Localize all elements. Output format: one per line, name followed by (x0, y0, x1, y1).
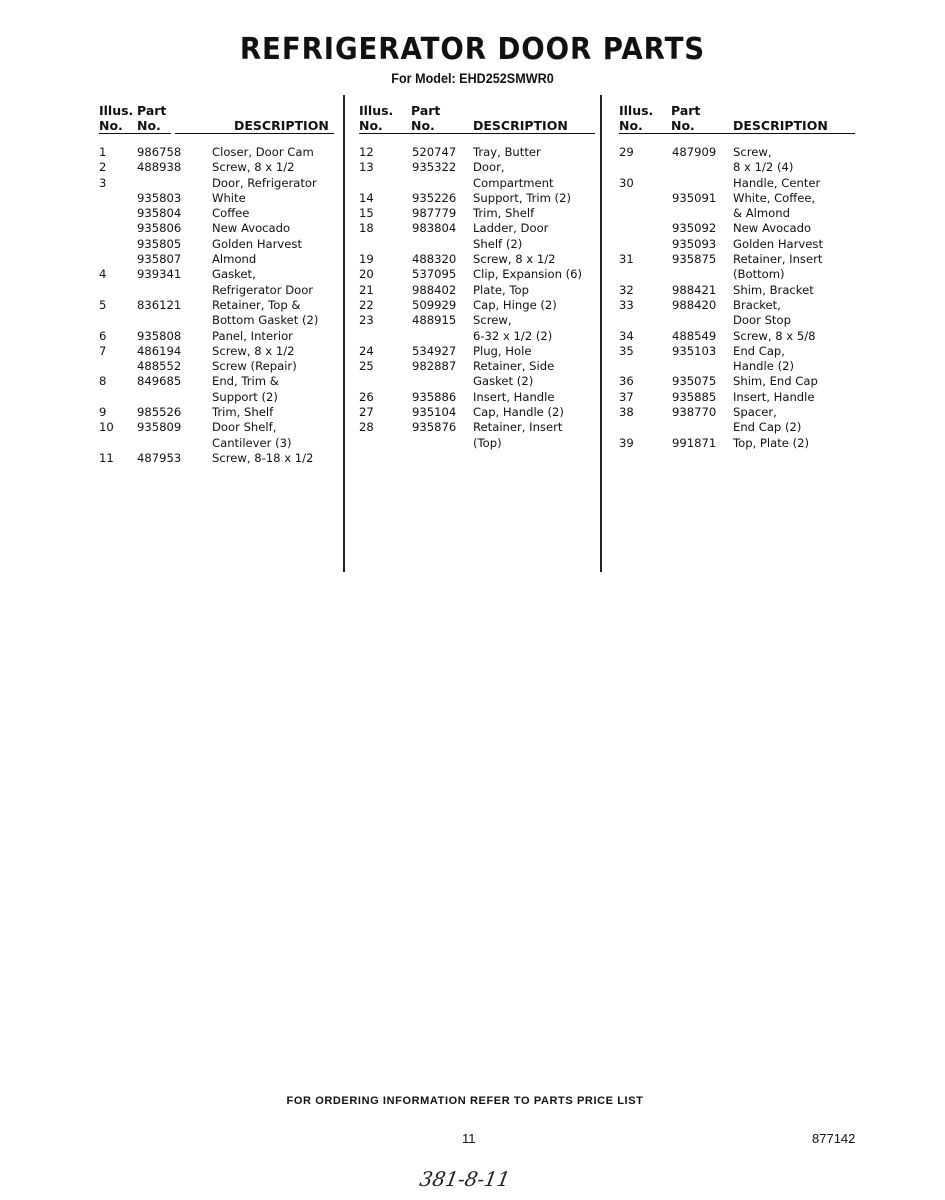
illus-number: 39 (619, 435, 634, 450)
description (473, 359, 554, 390)
part-number: 537095 (412, 267, 457, 282)
part-header: Part (411, 103, 441, 118)
part-row (359, 344, 582, 359)
description (212, 237, 302, 252)
part-row (99, 359, 318, 374)
description-line: Coffee (212, 206, 250, 221)
illus-header: Illus. (99, 103, 134, 118)
description-line: (Bottom) (733, 267, 785, 282)
part-number: 988421 (672, 282, 717, 297)
part-number: 935226 (412, 190, 457, 205)
part-row (99, 298, 318, 329)
description-line: Gasket, (212, 267, 256, 282)
description (733, 252, 822, 283)
description-line: 6-32 x 1/2 (2) (473, 328, 553, 343)
illus-number: 12 (359, 145, 374, 159)
illus-number: 7 (99, 343, 107, 358)
part-row (619, 329, 823, 344)
description (212, 176, 317, 191)
illus-number: 29 (619, 145, 634, 159)
illus-number: 23 (359, 313, 374, 328)
illus-number: 14 (359, 190, 374, 205)
description (733, 191, 815, 222)
illus-number: 33 (619, 297, 634, 312)
description-line: Golden Harvest (733, 236, 823, 251)
illus-number (99, 359, 137, 374)
description-line: New Avocado (733, 221, 812, 236)
description-line: Screw, 8 x 1/2 (473, 252, 556, 267)
part-row (99, 176, 318, 191)
part-number: 849685 (137, 374, 182, 389)
part-row (359, 191, 582, 206)
part-row (359, 298, 582, 313)
illus-number: 1 (99, 145, 107, 159)
description (473, 313, 552, 344)
description-line: Retainer, Insert (473, 420, 563, 435)
description-line: Bracket, (733, 297, 781, 312)
illus-number: 2 (99, 160, 107, 175)
part-row (359, 160, 582, 191)
illus-number (619, 237, 672, 252)
description (212, 359, 297, 374)
part-number: 935805 (137, 236, 182, 251)
illus-number: 27 (359, 405, 374, 420)
part-row (619, 145, 823, 176)
column-header (99, 100, 329, 136)
illus-number (619, 191, 672, 206)
illus-number: 37 (619, 389, 634, 404)
ordering-note: FOR ORDERING INFORMATION REFER TO PARTS PRICE LIST (286, 1095, 644, 1107)
description (212, 451, 313, 466)
part-number: 836121 (137, 297, 182, 312)
description-line: Door Shelf, (212, 420, 277, 435)
part-number: 938770 (672, 405, 717, 420)
column-header (359, 100, 582, 136)
description-line: Spacer, (733, 405, 777, 420)
description (473, 390, 555, 405)
description (473, 145, 541, 160)
description (733, 298, 791, 329)
part-row (619, 191, 823, 222)
part-row (359, 390, 582, 405)
illus-number: 9 (99, 405, 107, 420)
part-row (619, 344, 823, 375)
part-row (99, 237, 318, 252)
part-number: 935103 (672, 343, 717, 358)
parts-column-2 (359, 100, 582, 451)
part-row (99, 405, 318, 420)
illus-number (619, 221, 672, 236)
description (733, 237, 823, 252)
part-number: 935885 (672, 389, 717, 404)
part-row (99, 191, 318, 206)
description-line: Screw, 8 x 5/8 (733, 328, 816, 343)
part-row (99, 252, 318, 267)
part-number (672, 176, 733, 191)
description-line: Retainer, Top & (212, 297, 301, 312)
illus-number (99, 191, 137, 206)
part-number: 488915 (412, 313, 457, 328)
part-row (99, 374, 318, 405)
description-line: Top, Plate (2) (733, 435, 810, 450)
description (733, 436, 809, 451)
illus-number: 22 (359, 297, 374, 312)
illus-number (99, 237, 137, 252)
part-row (359, 221, 582, 252)
illus-no-header: No. (359, 118, 383, 133)
description (212, 420, 292, 451)
part-number: 935322 (412, 160, 457, 175)
description (733, 405, 801, 436)
description-line: Tray, Butter (473, 145, 541, 159)
illus-number: 20 (359, 267, 374, 282)
description-line: Gasket (2) (473, 374, 534, 389)
description-line: Trim, Shelf (212, 405, 274, 420)
part-row (99, 206, 318, 221)
part-number: 987779 (412, 206, 457, 221)
description-line: Almond (212, 252, 257, 267)
description-line: Shim, Bracket (733, 282, 814, 297)
illus-no-header: No. (99, 118, 123, 133)
description (212, 344, 295, 359)
illus-number: 34 (619, 328, 634, 343)
illus-number (99, 221, 137, 236)
illus-number: 32 (619, 282, 634, 297)
description-line: Cantilever (3) (212, 435, 292, 450)
part-row (99, 329, 318, 344)
illus-number: 35 (619, 343, 634, 358)
description (212, 160, 295, 175)
description-line: Screw, (733, 145, 772, 159)
part-number: 983804 (412, 221, 457, 236)
description (733, 283, 814, 298)
column-header (619, 100, 828, 136)
part-number: 935075 (672, 374, 717, 389)
description (473, 283, 529, 298)
part-number: 488552 (137, 359, 182, 374)
part-row (359, 405, 582, 420)
header-rule (99, 133, 171, 134)
part-row (619, 374, 823, 389)
description-line: Handle, Center (733, 175, 821, 190)
description-line: Cap, Hinge (2) (473, 297, 557, 312)
part-header: Part (137, 103, 167, 118)
illus-number: 26 (359, 389, 374, 404)
description (212, 329, 293, 344)
description-line: Screw, 8 x 1/2 (212, 343, 295, 358)
part-number: 935093 (672, 236, 717, 251)
description (733, 390, 815, 405)
part-row (359, 252, 582, 267)
description (473, 206, 534, 221)
part-number: 935803 (137, 190, 182, 205)
part-number: 488549 (672, 328, 717, 343)
description (473, 420, 562, 451)
part-number: 487953 (137, 450, 182, 465)
description-line: Cap, Handle (2) (473, 405, 564, 420)
description-line: Closer, Door Cam (212, 145, 314, 159)
description-line: Compartment (473, 175, 554, 190)
description-line: Insert, Handle (473, 389, 555, 404)
illus-number: 38 (619, 405, 634, 420)
header-rule (359, 133, 595, 134)
description-line: Screw (Repair) (212, 359, 297, 374)
description-line: Screw, (473, 313, 512, 328)
description-line: Trim, Shelf (473, 206, 535, 221)
model-subtitle: For Model: EHD252SMWR0 (391, 70, 554, 86)
document-number: 877142 (812, 1131, 856, 1146)
description-line: Door Stop (733, 313, 791, 328)
parts-column-3 (619, 100, 828, 451)
description (733, 145, 793, 176)
description (473, 267, 582, 282)
description-line: Plate, Top (473, 282, 529, 297)
illus-header: Illus. (619, 103, 654, 118)
description (733, 374, 818, 389)
description (733, 221, 811, 236)
illus-number: 11 (99, 450, 114, 465)
description (212, 405, 273, 420)
header-rule (175, 133, 334, 134)
description-line: (Top) (473, 435, 502, 450)
description-line: End, Trim & (212, 374, 279, 389)
illus-number: 4 (99, 267, 107, 282)
illus-number: 19 (359, 252, 374, 267)
description (473, 344, 531, 359)
description (733, 176, 820, 191)
description (212, 252, 256, 267)
part-number: 534927 (412, 343, 457, 358)
header-rule (619, 133, 751, 134)
description-line: Support (2) (212, 389, 278, 404)
part-number: 935808 (137, 328, 182, 343)
description-line: Retainer, Side (473, 359, 555, 374)
description-line: Refrigerator Door (212, 282, 314, 297)
illus-number: 24 (359, 343, 374, 358)
description (733, 329, 816, 344)
description-line: Golden Harvest (212, 236, 302, 251)
illus-number (99, 252, 137, 267)
description-line: White, Coffee, (733, 190, 816, 205)
part-row (359, 359, 582, 390)
description (473, 221, 548, 252)
part-no-header: No. (411, 118, 435, 133)
part-number: 982887 (412, 359, 457, 374)
description (212, 298, 318, 329)
illus-no-header: No. (619, 118, 643, 133)
part-row (619, 252, 823, 283)
description (212, 206, 249, 221)
description (473, 252, 556, 267)
description (212, 374, 279, 405)
illus-number: 21 (359, 282, 374, 297)
part-row (619, 436, 823, 451)
description-line: 8 x 1/2 (4) (733, 160, 794, 175)
part-number: 487909 (672, 145, 717, 159)
illus-number: 13 (359, 160, 374, 175)
part-number (137, 176, 212, 191)
part-number: 935876 (412, 420, 457, 435)
header-rule (733, 133, 855, 134)
description-line: New Avocado (212, 221, 291, 236)
part-row (619, 221, 823, 236)
illus-number: 36 (619, 374, 634, 389)
part-row (359, 145, 582, 160)
description (473, 405, 564, 420)
description-line: Support, Trim (2) (473, 190, 571, 205)
part-row (619, 283, 823, 298)
illus-number: 31 (619, 252, 634, 267)
part-row (99, 221, 318, 236)
part-number: 988420 (672, 297, 717, 312)
description-line: Screw, 8 x 1/2 (212, 160, 295, 175)
part-row (99, 420, 318, 451)
part-number: 935092 (672, 221, 717, 236)
column-divider (600, 95, 602, 572)
part-header: Part (671, 103, 701, 118)
part-row (359, 420, 582, 451)
part-number: 486194 (137, 343, 182, 358)
description-line: Panel, Interior (212, 328, 293, 343)
description-line: Screw, 8-18 x 1/2 (212, 450, 314, 465)
illus-number: 6 (99, 328, 107, 343)
page-number: 11 (462, 1131, 476, 1146)
part-row (619, 298, 823, 329)
handwritten-note: 381-8-11 (417, 1167, 512, 1191)
description-line: Insert, Handle (733, 389, 815, 404)
description-line: Clip, Expansion (6) (473, 267, 583, 282)
description (212, 145, 314, 160)
illus-number: 10 (99, 420, 114, 435)
part-row (99, 160, 318, 175)
description-line: Shim, End Cap (733, 374, 818, 389)
part-number: 986758 (137, 145, 182, 159)
part-row (99, 267, 318, 298)
part-number: 935875 (672, 252, 717, 267)
part-number: 935806 (137, 221, 182, 236)
part-row (619, 390, 823, 405)
description (212, 221, 290, 236)
illus-number: 5 (99, 297, 107, 312)
description-header: DESCRIPTION (733, 118, 828, 133)
part-row (359, 267, 582, 282)
description-line: End Cap (2) (733, 420, 802, 435)
description (733, 344, 794, 375)
part-no-header: No. (671, 118, 695, 133)
description-line: Handle (2) (733, 359, 794, 374)
description-line: Bottom Gasket (2) (212, 313, 319, 328)
part-number: 488320 (412, 252, 457, 267)
description-line: Plug, Hole (473, 343, 532, 358)
illus-number: 30 (619, 175, 634, 190)
part-no-header: No. (137, 118, 161, 133)
description-line: End Cap, (733, 343, 785, 358)
part-number: 520747 (412, 145, 457, 159)
parts-column-1 (99, 100, 329, 466)
part-number: 935886 (412, 389, 457, 404)
description-header: DESCRIPTION (473, 118, 568, 133)
part-row (99, 451, 318, 466)
part-number: 991871 (672, 435, 717, 450)
illus-number: 28 (359, 420, 374, 435)
description (473, 298, 557, 313)
part-row (619, 237, 823, 252)
description-line: Retainer, Insert (733, 252, 823, 267)
illus-number: 18 (359, 221, 374, 236)
page-title: REFRIGERATOR DOOR PARTS (239, 32, 706, 67)
illus-number: 3 (99, 175, 107, 190)
illus-number: 25 (359, 359, 374, 374)
part-number: 939341 (137, 267, 182, 282)
description-line: Ladder, Door (473, 221, 549, 236)
description (212, 267, 313, 298)
part-number: 985526 (137, 405, 182, 420)
description-line: Shelf (2) (473, 236, 523, 251)
part-row (619, 405, 823, 436)
illus-header: Illus. (359, 103, 394, 118)
part-number: 988402 (412, 282, 457, 297)
part-number: 935809 (137, 420, 182, 435)
part-row (359, 313, 582, 344)
illus-number: 15 (359, 206, 374, 221)
description-line: Door, Refrigerator (212, 175, 317, 190)
description (212, 191, 246, 206)
description-header: DESCRIPTION (234, 118, 329, 133)
part-number: 935091 (672, 190, 717, 205)
part-number: 935104 (412, 405, 457, 420)
description-line: Door, (473, 160, 505, 175)
description-line: White (212, 190, 246, 205)
illus-number: 8 (99, 374, 107, 389)
description-line: & Almond (733, 206, 790, 221)
part-row (359, 283, 582, 298)
description (473, 191, 571, 206)
part-number: 488938 (137, 160, 182, 175)
part-row (99, 344, 318, 359)
part-number: 935807 (137, 252, 182, 267)
part-row (99, 145, 318, 160)
part-number: 935804 (137, 206, 182, 221)
part-row (619, 176, 823, 191)
part-number: 509929 (412, 297, 457, 312)
description (473, 160, 554, 191)
illus-number (99, 206, 137, 221)
column-divider (343, 95, 345, 572)
part-row (359, 206, 582, 221)
